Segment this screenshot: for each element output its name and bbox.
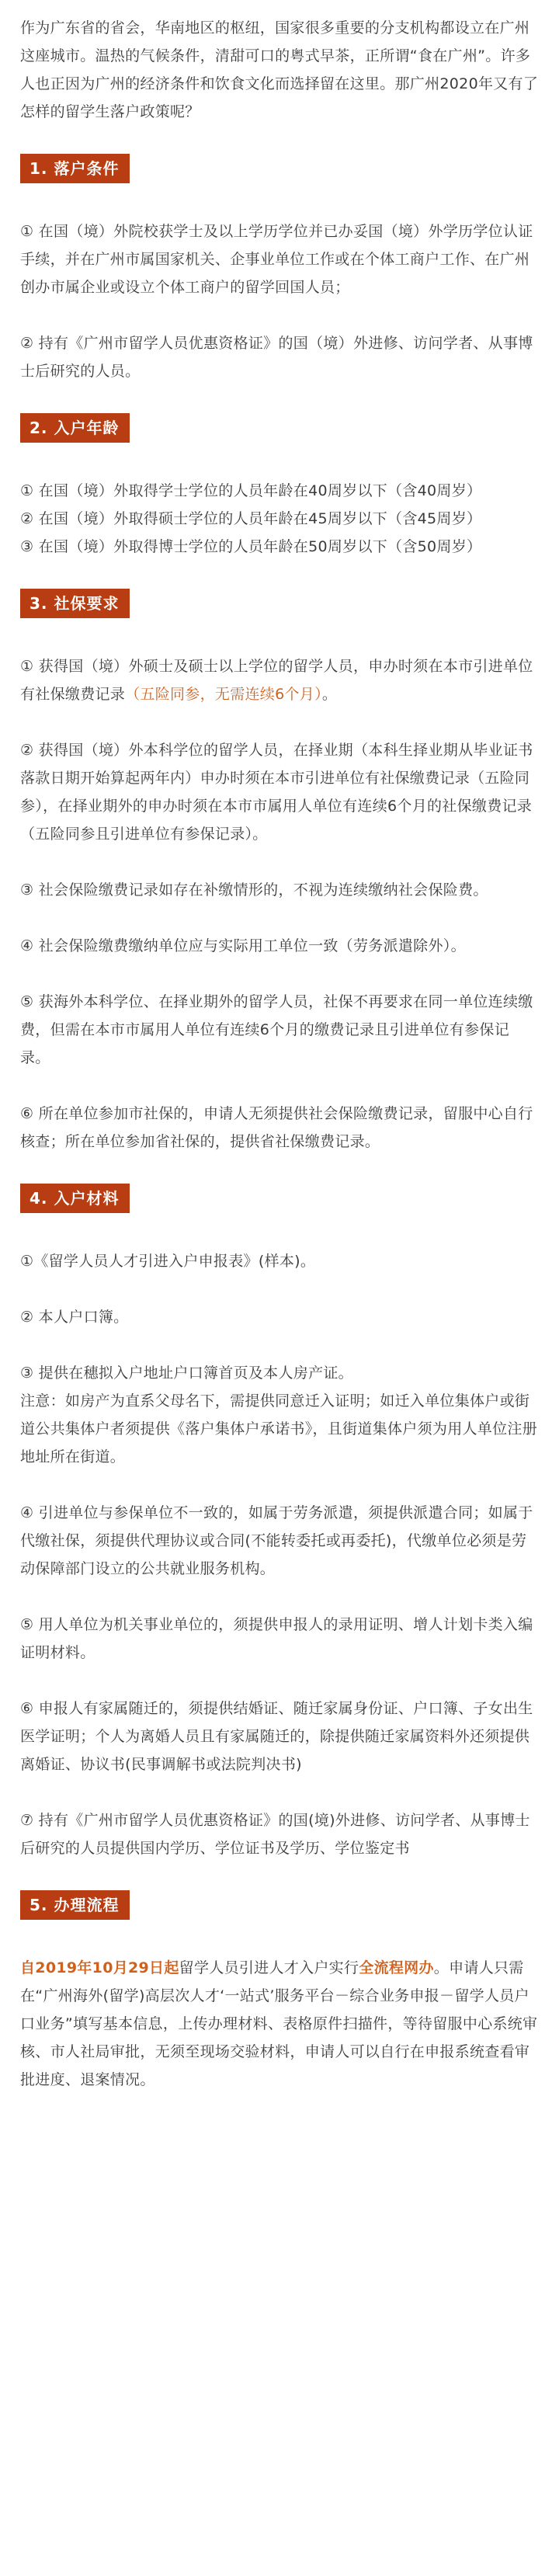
age-limit-doctor: ③ 在国（境）外取得博士学位的人员年龄在50周岁以下（含50周岁） [20,538,482,555]
intro-paragraph: 作为广东省的省会，华南地区的枢纽，国家很多重要的分支机构都设立在广州这座城市。温热的气候条件，清甜可口的粤式早茶，正所谓“食在广州”。许多人也正因为广州的经济条件和饮食文化而选择留在这里。那广州2020年又有了怎样的留学生落户政策呢？ [20,19,539,120]
material-2: ② 本人户口簿。 [20,1309,129,1326]
section-heading-age-limit: 2. 入户年龄 [20,413,130,443]
process-online-highlight: 全流程网办 [359,1959,434,1976]
section-heading-process: 5. 办理流程 [20,1890,130,1920]
social-security-req-6: ⑥ 所在单位参加市社保的，申请人无须提供社会保险缴费记录，留服中心自行核查；所在单位参加省社保的，提供省社保缴费记录。 [20,1105,533,1150]
social-security-req-4: ④ 社会保险缴费缴纳单位应与实际用工单位一致（劳务派遣除外）。 [20,937,466,954]
social-security-req-1-text: ① 获得国（境）外硕士及硕士以上学位的留学人员，申办时须在本市引进单位有社保缴费记录 [20,658,533,703]
social-security-highlight: （五险同参，无需连续6个月） [125,686,322,703]
age-limit-bachelor: ① 在国（境）外取得学士学位的人员年龄在40周岁以下（含40周岁） [20,482,482,499]
process-paragraph [20,1954,539,2094]
process-text-a: 留学人员引进人才入户实行 [179,1959,359,1976]
social-security-req-1-end: 。 [321,686,338,703]
process-date-highlight: 自2019年10月29日起 [20,1959,179,1976]
section-heading-materials: 4. 入户材料 [20,1184,130,1213]
social-security-req-2: ② 获得国（境）外本科学位的留学人员，在择业期（本科生择业期从毕业证书落款日期开始算起两年内）申办时须在本市引进单位有社保缴费记录（五险同参），在择业期外的申办时须在本市市属用人单位有连续6个月的社保缴费记录（五险同参且引进单位有参保记录）。 [20,742,533,843]
material-7: ⑦ 持有《广州市留学人员优惠资格证》的国(境)外进修、访问学者、从事博士后研究的人员提供国内学历、学位证书及学历、学位鉴定书 [20,1812,530,1857]
material-5: ⑤ 用人单位为机关事业单位的，须提供申报人的录用证明、增人计划卡类入编证明材料。 [20,1616,533,1661]
settlement-condition-1: ① 在国（境）外院校获学士及以上学历学位并已办妥国（境）外学历学位认证手续，并在广州市属国家机关、企事业单位工作或在个体工商户工作、在广州创办市属企业或设立个体工商户的留学回国人员； [20,223,533,296]
social-security-req-3: ③ 社会保险缴费记录如存在补缴情形的，不视为连续缴纳社会保险费。 [20,881,488,899]
age-limit-master: ② 在国（境）外取得硕士学位的人员年龄在45周岁以下（含45周岁） [20,510,482,527]
process-text-b: 。申请人只需在“广州海外(留学)高层次人才‘一站式’服务平台－综合业务申报－留学人员户口业务”填写基本信息，上传办理材料、表格原件扫描件，等待留服中心系统审核、市人社局审批，无须至现场交验材料，申请人可以自行在申报系统查看审批进度、退案情况。 [20,1959,538,2088]
section-heading-settlement-conditions: 1. 落户条件 [20,154,130,183]
material-6: ⑥ 申报人有家属随迁的，须提供结婚证、随迁家属身份证、户口簿、子女出生医学证明；个人为离婚人员且有家属随迁的，除提供随迁家属资料外还须提供离婚证、协议书(民事调解书或法院判决书) [20,1700,533,1773]
social-security-req-1 [20,652,539,708]
social-security-req-5: ⑤ 获海外本科学位、在择业期外的留学人员，社保不再要求在同一单位连续缴费，但需在本市市属用人单位有连续6个月的缴费记录且引进单位有参保记录。 [20,993,533,1066]
material-4: ④ 引进单位与参保单位不一致的，如属于劳务派遣，须提供派遣合同；如属于代缴社保，须提供代理协议或合同(不能转委托或再委托)，代缴单位必须是劳动保障部门设立的公共就业服务机构。 [20,1504,533,1577]
material-1: ①《留学人员人才引进入户申报表》(样本)。 [20,1253,316,1270]
material-3-note: 注意：如房产为直系父母名下，需提供同意迁入证明；如迁入单位集体户或街道公共集体户者须提供《落户集体户承诺书》，且街道集体户须为用人单位注册地址所在街道。 [20,1392,538,1465]
material-3: ③ 提供在穗拟入户地址户口簿首页及本人房产证。 [20,1364,353,1382]
settlement-condition-2: ② 持有《广州市留学人员优惠资格证》的国（境）外进修、访问学者、从事博士后研究的人员。 [20,335,533,380]
section-heading-social-security: 3. 社保要求 [20,589,130,618]
